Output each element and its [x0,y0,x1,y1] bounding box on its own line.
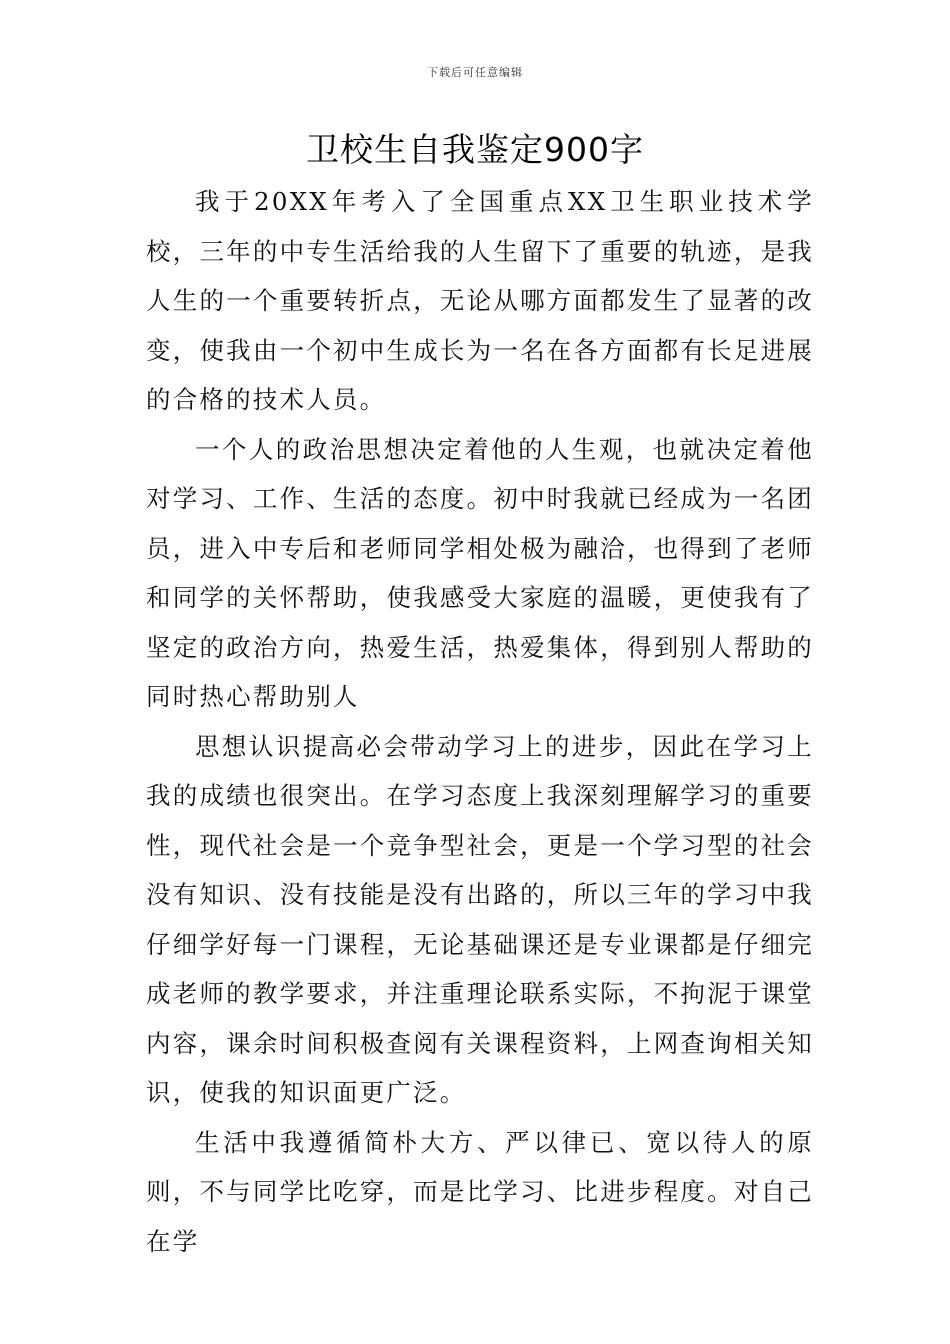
paragraph-1: 我于20XX年考入了全国重点XX卫生职业技术学校，三年的中专生活给我的人生留下了重要的轨迹，是我人生的一个重要转折点，无论从哪方面都发生了显著的改变，使我由一个初中生成长为一名在各方面都有长足进展的合格的技术人员。 [146,187,814,414]
paragraph-2: 一个人的政治思想决定着他的人生观，也就决定着他对学习、工作、生活的态度。初中时我就已经成为一名团员，进入中专后和老师同学相处极为融洽，也得到了老师和同学的关怀帮助，使我感受大家庭的温暖，更使我有了坚定的政治方向，热爱生活，热爱集体，得到别人帮助的同时热心帮助别人 [146,434,814,711]
paragraph-4: 生活中我遵循简朴大方、严以律已、宽以待人的原则，不与同学比吃穿，而是比学习、比进步程度。对自己在学 [146,1127,814,1256]
document-title: 卫校生自我鉴定900字 [306,130,644,169]
paragraph-3: 思想认识提高必会带动学习上的进步，因此在学习上我的成绩也很突出。在学习态度上我深刻理解学习的重要性，现代社会是一个竞争型社会，更是一个学习型的社会没有知识、没有技能是没有出路的，所以三年的学习中我仔细学好每一门课程，无论基础课还是专业课都是仔细完成老师的教学要求，并注重理论联系实际，不拘泥于课堂内容，课余时间积极查阅有关课程资料，上网查询相关知识，使我的知识面更广泛。 [146,731,814,1107]
header-note: 下载后可任意编辑 [427,66,523,79]
document-body [146,177,814,1266]
